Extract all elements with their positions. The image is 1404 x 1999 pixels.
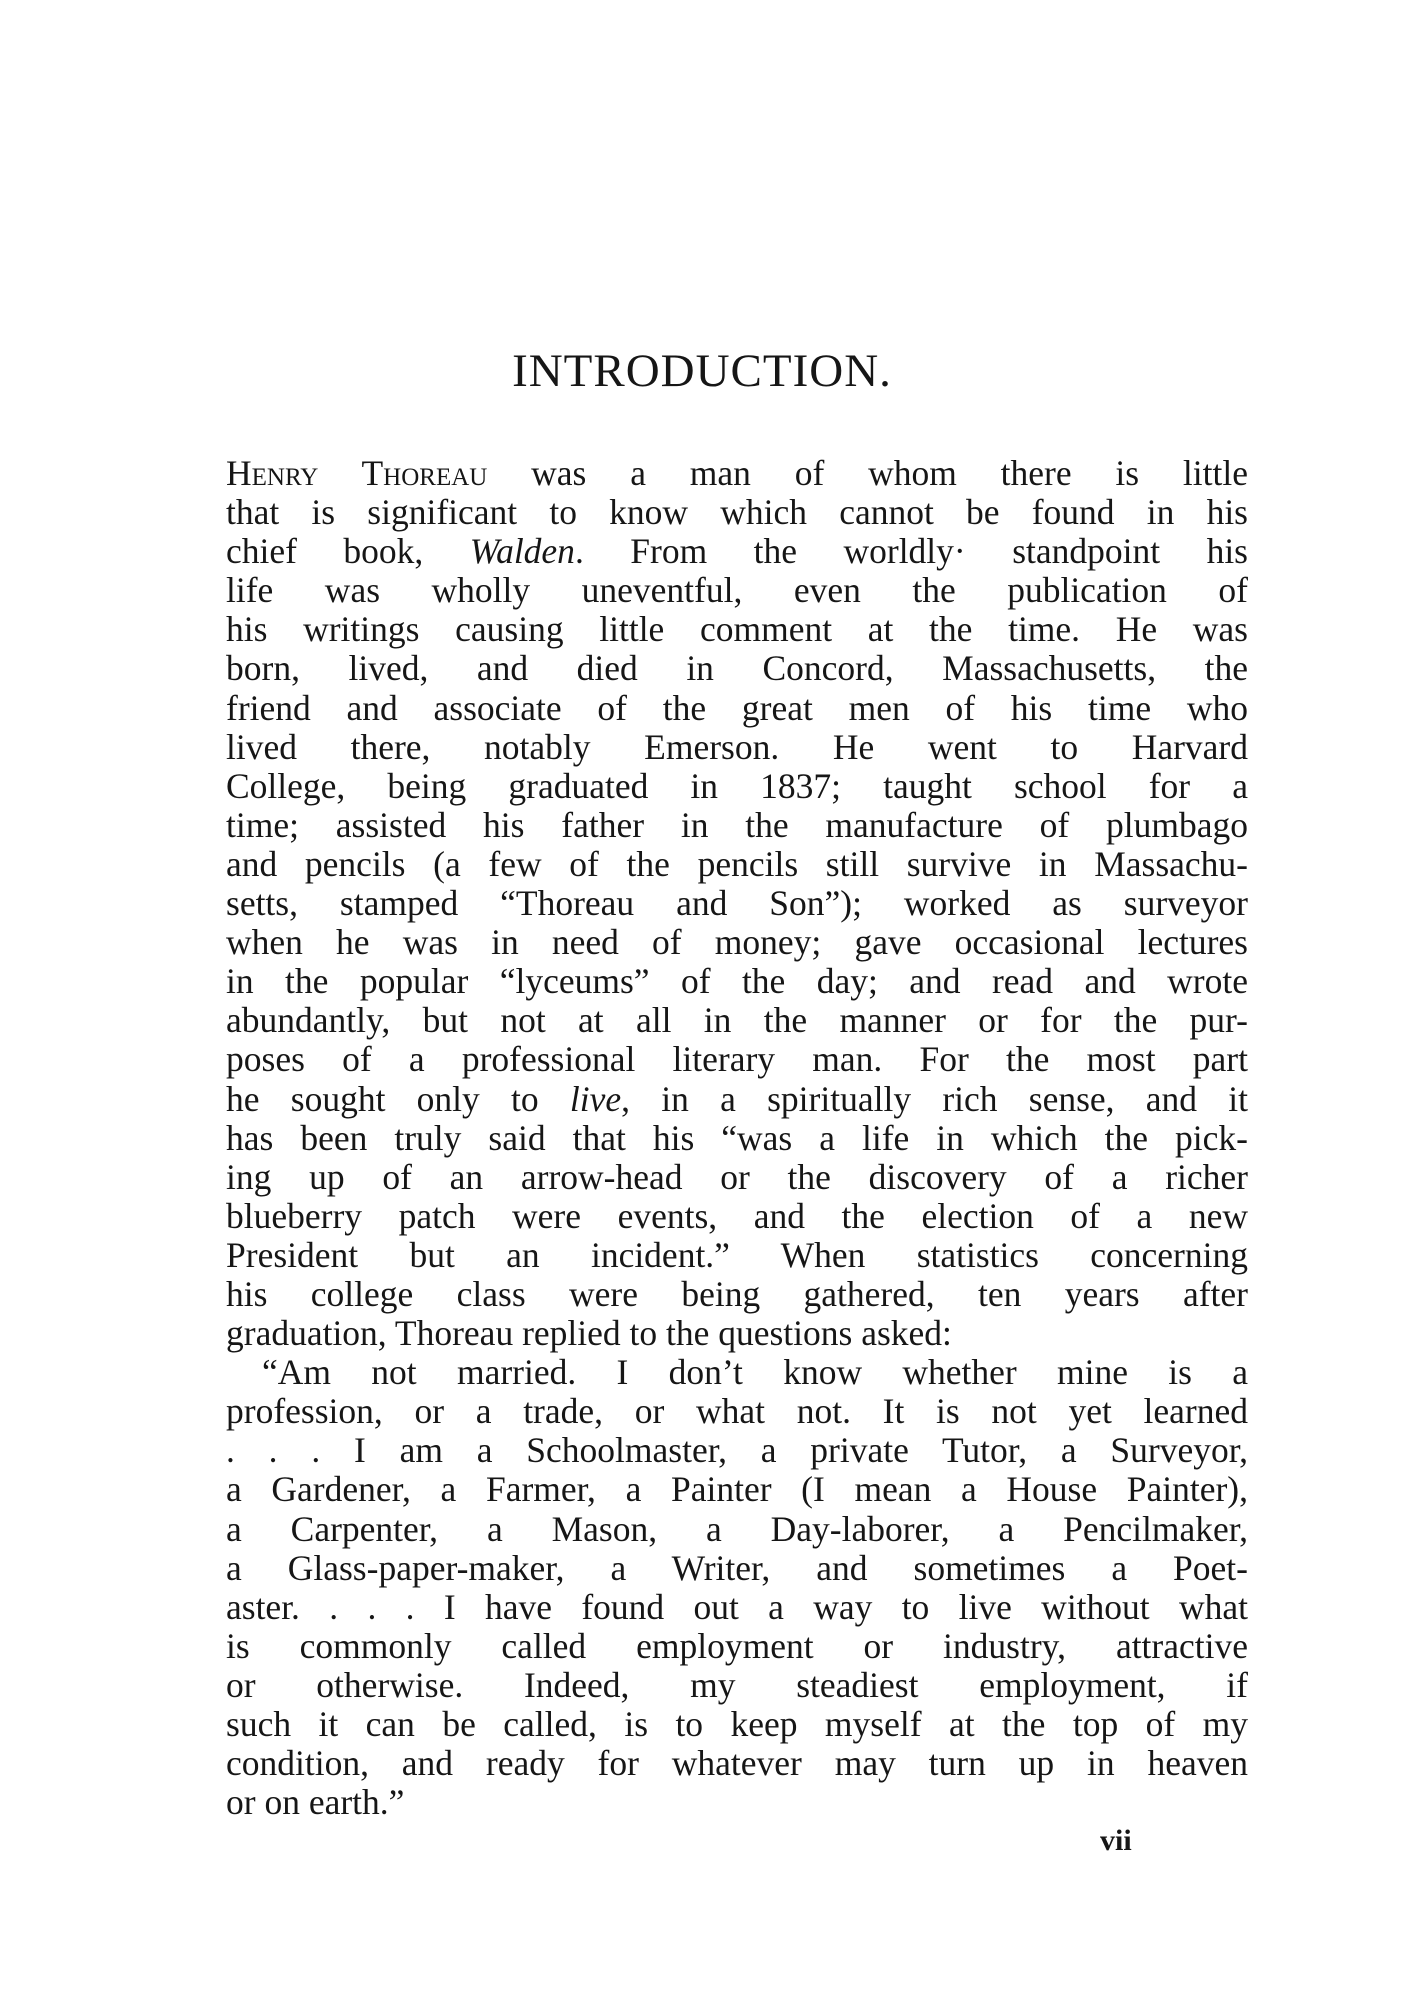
quote-line: a Gardener, a Farmer, a Painter (I mean a House Painter), [226, 1469, 1248, 1510]
quote-line: “Am not married. I don’t know whether mine is a [262, 1352, 1248, 1393]
text-line: chief book, Walden. From the worldly· standpoint his [226, 531, 1248, 572]
emphasis: live [569, 1078, 622, 1119]
text-line: in the popular “lyceums” of the day; and read and wrote [226, 961, 1248, 1002]
text-line: has been truly said that his “was a life in which the pick- [226, 1117, 1248, 1158]
text-line: graduation, Thoreau replied to the questions asked: [226, 1313, 952, 1354]
page-number: vii [1100, 1824, 1132, 1857]
text-line: that is significant to know which cannot be found in his [226, 492, 1248, 533]
text-line: blueberry patch were events, and the election of a new [226, 1195, 1248, 1236]
text-line: setts, stamped “Thoreau and Son”); worked as surveyor [226, 883, 1248, 924]
text-line: President but an incident.” When statistics concerning [226, 1234, 1248, 1275]
body-text [226, 454, 1248, 1822]
text-line: friend and associate of the great men of his time who [226, 687, 1248, 728]
text-line: and pencils (a few of the pencils still survive in Massachu- [226, 843, 1248, 884]
quote-line: condition, and ready for whatever may turn up in heaven [226, 1743, 1248, 1784]
text-line: time; assisted his father in the manufacture of plumbago [226, 804, 1248, 845]
quote-line: such it can be called, is to keep myself at the top of my [226, 1704, 1248, 1744]
quote-line: profession, or a trade, or what not. It is not yet learned [226, 1391, 1248, 1432]
text-line: ing up of an arrow-head or the discovery of a richer [226, 1156, 1248, 1197]
text-line: lived there, notably Emerson. He went to Harvard [226, 726, 1248, 767]
author-name: Henry Thoreau [226, 453, 488, 493]
quote-line: or otherwise. Indeed, my steadiest employment, if [226, 1664, 1248, 1705]
quote-line: or on earth.” [226, 1782, 405, 1823]
text-line: abundantly, but not at all in the manner or for the pur- [226, 1000, 1248, 1041]
quote-line: a Glass-paper-maker, a Writer, and sometimes a Poet- [226, 1547, 1248, 1588]
quote-line: aster. . . . I have found out a way to live without what [226, 1586, 1248, 1627]
text-line: life was wholly uneventful, even the publication of [226, 570, 1248, 611]
chapter-title: INTRODUCTION. [512, 345, 892, 397]
book-title: Walden [469, 531, 575, 572]
text-line: his college class were being gathered, ten years after [226, 1273, 1248, 1314]
quote-line: is commonly called employment or industry, attractive [226, 1625, 1248, 1666]
text-line: poses of a professional literary man. For the most part [226, 1039, 1248, 1080]
text-line: he sought only to live, in a spiritually rich sense, and it [226, 1078, 1248, 1119]
text-line: College, being graduated in 1837; taught school for a [226, 765, 1248, 806]
text-line: when he was in need of money; gave occasional lectures [226, 922, 1248, 963]
text-line: born, lived, and died in Concord, Massachusetts, the [226, 648, 1248, 689]
quote-line: a Carpenter, a Mason, a Day-laborer, a Pencilmaker, [226, 1508, 1248, 1549]
text-line: Henry Thoreau was a man of whom there is little [226, 453, 1248, 493]
text-line: his writings causing little comment at the time. He was [226, 609, 1248, 650]
quote-line: . . . I am a Schoolmaster, a private Tutor, a Surveyor, [226, 1430, 1248, 1471]
